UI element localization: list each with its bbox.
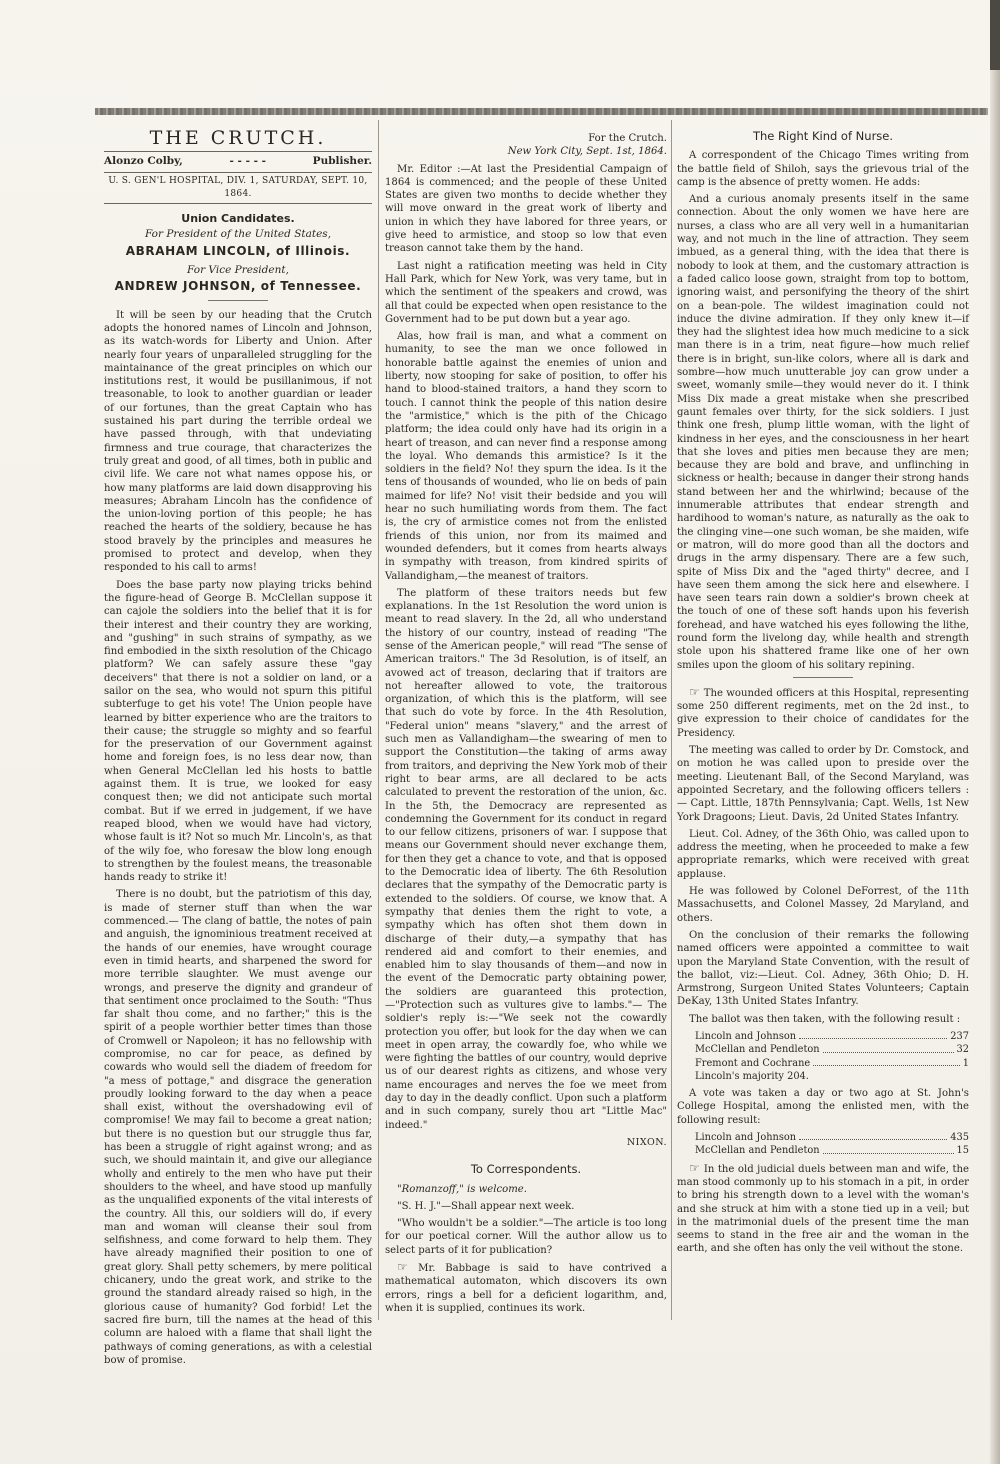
ballot-row (695, 1144, 969, 1157)
meeting-paragraph: Lieut. Col. Adney, of the 36th Ohio, was called upon to address the meeting, when he proceeded to make a few appropriate remarks, which were received with great applause. (677, 828, 969, 880)
meeting-paragraph: On the conclusion of their remarks the following named officers were appointed a committee to wait upon the Maryland State Convention, with the result of the ballot, viz:—Lieut. Col. Adney, 36th Ohio; D. H. Armstrong, Surgeon United States Volunteers; Captain DeKay, 13th United States Infantry. (677, 929, 969, 1008)
ballot-row (695, 1030, 969, 1043)
meeting-paragraph: The meeting was called to order by Dr. Comstock, and on motion he was called upon to preside over the meeting. Lieutenant Ball, of the Second Maryland, was appointed Secretary, and the following officers tellers :— Capt. Little, 187th Pennsylvania; Capt. Wells, 1st New York Dragoons; Lieut. Davis, 2d United States Infantry. (677, 745, 969, 823)
publisher-dashes: - - - - - (229, 155, 266, 168)
column-rule (378, 120, 379, 1320)
correspondent-note: "Romanzoff," is welcome. (397, 1183, 527, 1195)
column-3 (677, 118, 969, 1260)
editorial-paragraph: There is no doubt, but the patriotism of this day, is made of sterner stuff than when the war commenced.— The clang of battle, the notes of pain and anguish, the ignominious treatment received at the hands of our enemies, have wrought courage even in timid hearts, and sharpened the sword for more terrible slaughter. We must avenge our wrongs, and preserve the dignity and grandeur of that sentiment once proclaimed to the South: "Thus far shalt thou come, and no farther;" this is the spirit of a people worthier better times than those of Cromwell or Napoleon; it has no fellowship with compromise, no car for peace, as defined by cowards who would sell the diadem of freedom for "a mess of pottage," and disgrace the generation proudly looking forward to the day when a peace shall exist, without the overshadowing evil of compromise! We may fail to become a great nation; but there is no question but our struggle thus far, has been a struggle of right against wrong; and as such, we should maintain it, and give our allegiance wholly and entirely to the men who have put their shoulders to the wheel, and have stood up manfully as the unqualified exponents of the vital interests of the country. All this, our soldiers will do, if every man and woman will cleanse their soul from selfishness, and come forward to help them. They have already magnified their position to one of great glory. Shall petty schemers, by mere political chicanery, undo the great work, and strike to the ground the standard already raised so high, in the glorious cause of humanity? God forbid! Let the sacred fire burn, till the names at the head of this column are haloed with a flame that shall light the pathways of coming generations, as with a celestial bow of promise. (104, 889, 372, 1366)
ballot-row (695, 1131, 969, 1144)
vote-paragraph: A vote was taken a day or two ago at St. John's College Hospital, among the enlisted men, with the following result: (677, 1088, 969, 1126)
pointing-hand-icon: ☞ (397, 1260, 419, 1275)
ballot-results-officers (695, 1030, 969, 1083)
ballot-results-enlisted (695, 1131, 969, 1158)
vice-president-label: For Vice President, (187, 264, 289, 277)
ballot-ticket: Lincoln and Johnson (695, 1031, 797, 1042)
ballot-ticket: McClellan and Pendleton (695, 1145, 820, 1157)
page-edge (990, 0, 1000, 1464)
letter-paragraph: The platform of these traitors needs but few explanations. In the 1st Resolution the word union is meant to read slavery. In the 2d, all who understand the history of our country, instead of reading "The sense of the American people," will read "The sense of American traitors." The 3d Resolution, is of itself, an avowed act of treason, declaring that if traitors are not hereafter allowed to vote, the traitorous organization, of which this is the platform, will see that such do vote by force. In the 4th Resolution, "Federal union" means "slavery," and the arrest of such men as Vallandigham—the swearing of men to support the Constitution—the taking of arms away from traitors, and depriving the New York mob of their right to bear arms, are all declared to be acts calculated to prevent the restoration of the union, &c. In the 5th, the Democracy are represented as condemning the Government for its conduct in regard to our fellow citizens, prisoners of war. I suppose that means our Government should never exchange them, for then they get a chance to vote, and that is opposed to the Democratic idea of liberty. The 6th Resolution declares that the sympathy of the Democratic party is extended to the soldiers. Of course, we know that. A sympathy that denies them the right to vote, a sympathy which has often shot them down in discharge of their duty,—a sympathy that has rendered aid and comfort to their enemies, and enabled him to slay thousands of them—and now in the event of the Democratic party obtaining power, the soldiers are guaranteed this protection,—"Protection such as vultures give to lambs."— The soldier's reply is:—"We seek not the cowardly protection you offer, but look for the day when we can meet in open array, the cowardly foe, who while we were fighting the battles of our country, would deprive us of our dearest rights as citizens, and whose very name encourages and nerves the foe we meet from day to day in the deadly conflict. Upon such a platform and in such company, surely thou art "Little Mac" indeed." (385, 587, 667, 1131)
majority-line: Lincoln's majority 204. (695, 1070, 809, 1082)
divider (793, 677, 853, 678)
candidates-heading: Union Candidates. (181, 212, 295, 226)
masthead-title: THE CRUTCH. (149, 127, 327, 149)
ballot-count: 15 (956, 1145, 969, 1157)
divider (208, 300, 268, 301)
publisher-label: Publisher. (312, 155, 372, 168)
meeting-text: The wounded officers at this Hospital, representing some 250 different regiments, met on the 2d inst., to give expression to their choice of candidates for the Presidency. (677, 687, 969, 739)
ballot-ticket: McClellan and Pendleton (695, 1044, 820, 1056)
duels-text: In the old judicial duels between man and wife, the man stood commonly up to his stomach in a pit, in order to bring his strength down to a level with the woman's and she struck at him with a stone tied up in a veil; but in the matrimonial duels of the present time the man seems to stand in the free air and the woman in the earth, and she often has only the veil without the stone. (677, 1163, 969, 1255)
ballot-count: 1 (962, 1057, 969, 1069)
letter-paragraph: Mr. Editor :—At last the Presidential Campaign of 1864 is commenced; and the people of these United States are given two months to decide whether they will move onward in the great work of liberty and union in which they have labored for three years, or give heed to armistice, and stoop so low that even treason cannot take them by the hand. (385, 163, 667, 255)
ballot-ticket: Lincoln and Johnson (695, 1132, 797, 1144)
editorial-paragraph: Does the base party now playing tricks behind the figure-head of George B. McClellan suppose it can cajole the soldiers into the belief that it is for their interest and their country they are working, and "gushing" in such strains of sympathy, as we find embodied in the sixth resolution of the Chicago platform? We can safely assure these "gay deceivers" that there is not a soldier on land, or a sailor on the sea, who would not spurn this pitiful subterfuge to get his vote! The Union people have learned by bitter experience who are the traitors to their cause; the struggle so mighty and so fearful for the preservation of our Government against home and foreign foes, is no less dear now, than when General McClellan led his hosts to battle against them. It is true, we looked for easy conquest then; we did not anticipate such mortal combat. But if we erred in judgement, if we have reaped blood, when we would have had victory, whose fault is it? Not so much Mr. Lincoln's, as that of the wily foe, who foresaw the blow long enough to strengthen by the foulest means, the treasonable hands ready to strike it! (104, 579, 372, 884)
letter-for-line: For the Crutch. (588, 133, 667, 144)
ballot-count: 32 (956, 1044, 969, 1056)
letter-paragraph: Last night a ratification meeting was held in City Hall Park, which for New York, was very tame, but in which the sentiment of the speakers and crowd, was all that could be expected when open resistance to the Government had to be put down but a year ago. (385, 260, 667, 325)
correspondents-heading: To Correspondents. (470, 1162, 582, 1177)
nurse-paragraph: And a curious anomaly presents itself in the same connection. About the only women we have here are nurses, a class who are all very well in a humanitarian way, and not much in the line of attraction. They seem imbued, as a general thing, with the idea that there is nobody to look at them, and the customary attraction is a faded calico loose gown, straight from top to bottom, ignoring waist, and personifying the theory of the shirt on a bean-pole. The wildest imagination could not induce the divine admiration. If they only knew it—if they had the slightest idea how much medicine to a sick man there is in a trim, neat figure—how much relief there is in bright, sun-like colors, where all is dark and sombre—how much unutterable joy can grow under a sweet, womanly smile—they would never do it. I think Miss Dix made a great mistake when she prescribed gaunt females over thirty, for the sick soldiers. I just think one fresh, plump little woman, with the light of kindness in her eyes, and the consciousness in her heart that she loves and pities men because they are men; because they are bold and brave, and unflinching in sickness or health; because in danger their strong hands stand between her and the whirlwind; because of the innumerable attributes that endear strength and hardihood to woman's nature, as naturally as the oak to the clinging vine—one such woman, be she maiden, wife or matron, will do more good than all the doctors and drugs in the army dispensary. There are a few such, spite of Miss Dix and the "aged thirty" decree, and I have seen them among the sick here and elsewhere. I have seen tears rain down a soldier's brown cheek at the touch of one of these soft hands upon his feverish forehead, and have watched his eyes following the lithe, round form the livelong day, while health and strength stole upon his shattered frame like one of her own smiles upon the gloom of his solitary repining. (677, 194, 969, 671)
president-label: For President of the United States, (144, 228, 332, 241)
issue-dateline: U. S. GEN'L HOSPITAL, DIV. 1, SATURDAY, SEPT. 10, 1864. (104, 172, 372, 205)
column-1 (104, 118, 372, 1371)
ballot-row (695, 1043, 969, 1056)
top-border-band (95, 108, 988, 115)
letter-dateline: New York City, Sept. 1st, 1864. (507, 146, 667, 158)
column-2 (385, 118, 667, 1319)
editorial-paragraph: It will be seen by our heading that the Crutch adopts the honored names of Lincoln and Johnson, as its watch-words for Liberty and Union. After nearly four years of unparalleled struggling for the maintainance of the great principles on which our institutions rest, it would be pusillanimous, if not treasonable, to look to another guardian or leader of our fortunes, than the great Captain who has sustained his part during the terrible ordeal we have passed through, with that undeviating firmness and true courage, that characterizes the truly great and good, of all times, both in public and civil life. We care not what names oppose his, or how many platforms are laid down disapproving his measures; Abraham Lincoln has the confidence of the union-loving portion of this people; he has reached the hearts of the soldiery, because he has stood bravely by the principles and measures he promised to protect and develop, when they responded to his call to arms! (104, 309, 372, 574)
nurse-heading: The Right Kind of Nurse. (752, 129, 894, 143)
ballot-row (695, 1057, 969, 1070)
correspondent-note: "Who wouldn't be a soldier."—The article is too long for our poetical corner. Will the author allow us to select parts of it for publication? (385, 1218, 667, 1256)
page-edge-tab (990, 0, 1000, 70)
ballot-count: 237 (950, 1031, 969, 1042)
meeting-item (677, 686, 969, 740)
pointing-hand-icon: ☞ (689, 1160, 704, 1175)
pointing-hand-icon: ☞ (689, 684, 704, 699)
letter-signature: NIXON. (626, 1136, 667, 1148)
publisher-name: Alonzo Colby, (104, 155, 183, 168)
vice-president-name: ANDREW JOHNSON, of Tennessee. (114, 279, 362, 294)
ballot-ticket: Fremont and Cochrane (695, 1057, 811, 1069)
letter-paragraph: Alas, how frail is man, and what a comment on humanity, to see the man we once followed in honorable battle against the enemies of union and liberty, now stooping for sake of position, to offer his hand to blood-stained traitors, a hand they scorn to touch. I cannot think the people of this nation desire the "armistice," which is the pith of the Chicago platform; the idea could only have had its origin in a heart of treason, and can never find a response among the loyal. Who demands this armistice? Is it the soldiers in the field? No! they spurn the idea. Is it the tens of thousands of wounded, who lie on beds of pain maimed for life? No! visit their bedside and you will hear no such humiliating words from them. The fact is, the cry of armistice comes not from the enlisted friends of this union, nor from its maimed and wounded defenders, but it comes from hearts always in sympathy with treason, from kindred spirits of Vallandigham,—the meanest of traitors. (385, 331, 667, 582)
babbage-text: Mr. Babbage is said to have contrived a mathematical automaton, which discovers its own errors, rings a bell for a deficient logarithm, and, when it is supplied, continues its work. (385, 1263, 667, 1314)
babbage-item (385, 1261, 667, 1315)
duels-item (677, 1162, 969, 1256)
correspondent-note: "S. H. J."—Shall appear next week. (397, 1200, 575, 1212)
meeting-paragraph: He was followed by Colonel DeForrest, of the 11th Massachusetts, and Colonel Massey, 2d Maryland, and others. (677, 886, 969, 924)
ballot-intro: The ballot was then taken, with the following result : (689, 1013, 961, 1025)
nurse-paragraph: A correspondent of the Chicago Times writing from the battle field of Shiloh, says the grievous trial of the camp is the absence of pretty women. He adds: (677, 150, 969, 188)
publisher-line (104, 151, 372, 168)
president-name: ABRAHAM LINCOLN, of Illinois. (125, 243, 351, 258)
ballot-count: 435 (950, 1132, 969, 1144)
column-rule (671, 120, 672, 1320)
